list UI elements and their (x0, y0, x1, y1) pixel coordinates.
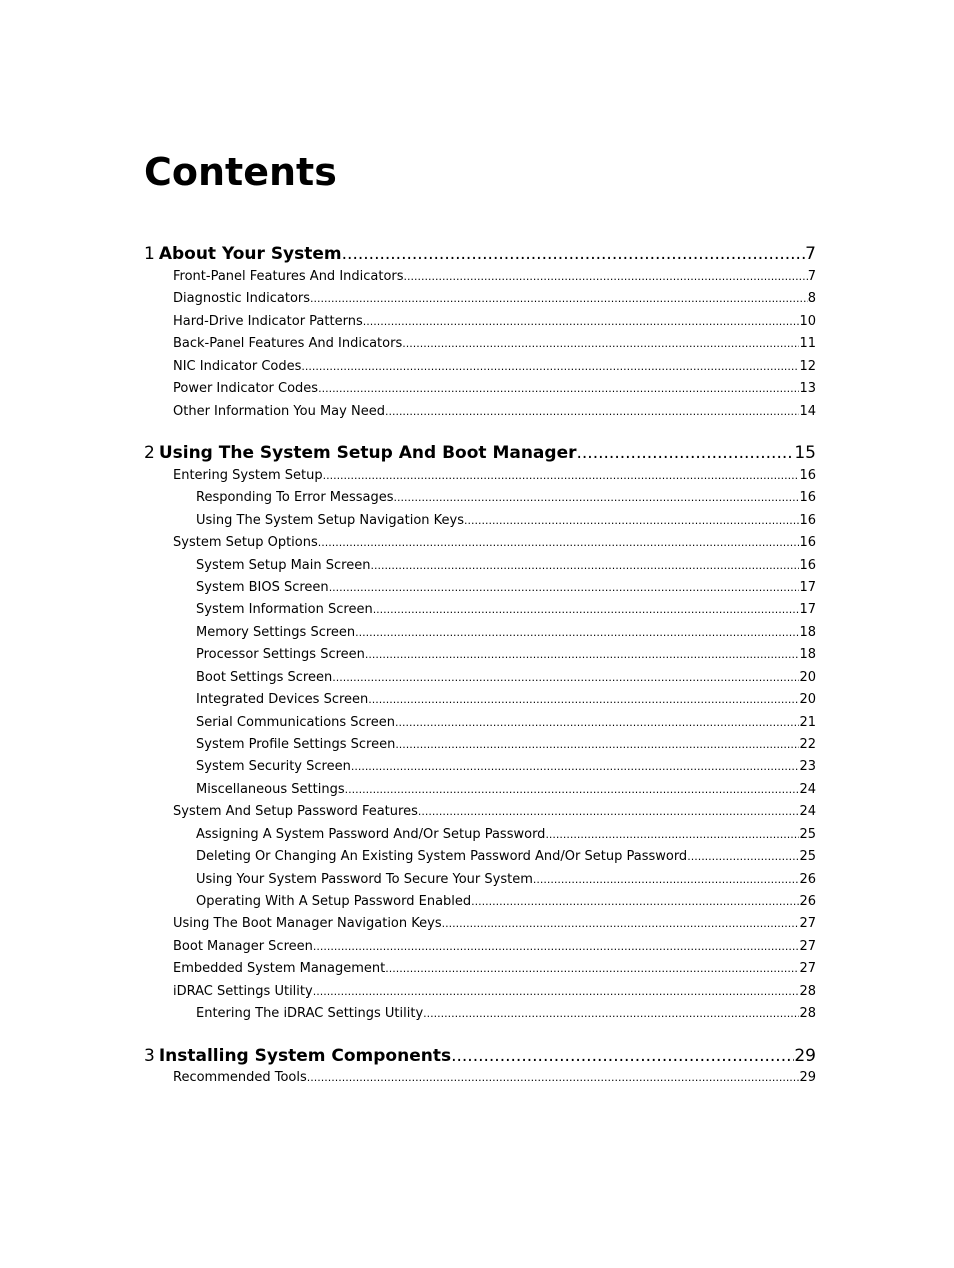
toc-entry-title: Using The Boot Manager Navigation Keys (173, 916, 442, 931)
toc-entry[interactable] (173, 1069, 816, 1087)
toc-page-number: 23 (799, 759, 816, 774)
toc-leader-dots (442, 915, 800, 933)
toc-leader-dots (345, 781, 800, 799)
toc-page-number: 17 (799, 602, 816, 617)
toc-subentry[interactable] (196, 512, 816, 530)
toc-page-number: 8 (807, 291, 816, 306)
toc-entry-title: Assigning A System Password And/Or Setup Password (196, 827, 546, 842)
toc-subentry[interactable] (196, 557, 816, 575)
toc-leader-dots (385, 960, 799, 978)
toc-page-number: 17 (799, 580, 816, 595)
toc-entry-title: System Setup Options (173, 535, 318, 550)
toc-leader-dots (471, 893, 799, 911)
toc-chapter-title: 3 Installing System Components (144, 1046, 452, 1066)
toc-entry[interactable] (173, 358, 816, 376)
toc-entry[interactable] (173, 403, 816, 421)
toc-leader-dots (307, 1069, 800, 1087)
toc-page-number: 16 (799, 535, 816, 550)
toc-subentry[interactable] (196, 489, 816, 507)
toc-subentry[interactable] (196, 691, 816, 709)
toc-leader-dots (394, 489, 800, 507)
toc-subentry[interactable] (196, 736, 816, 754)
toc-page-number: 16 (799, 513, 816, 528)
toc-entry-title: NIC Indicator Codes (173, 359, 302, 374)
toc-leader-dots (301, 358, 799, 376)
toc-entry[interactable] (173, 335, 816, 353)
toc-entry-title: Boot Settings Screen (196, 670, 333, 685)
toc-subentry[interactable] (196, 579, 816, 597)
toc-leader-dots (365, 646, 800, 664)
toc-page-number: 28 (799, 984, 816, 999)
toc-page-number: 27 (799, 939, 816, 954)
toc-page-number: 29 (794, 1046, 816, 1066)
toc-page-number: 27 (799, 961, 816, 976)
toc-entry-title: Other Information You May Need (173, 404, 385, 419)
toc-leader-dots (368, 691, 799, 709)
toc-page-number: 18 (799, 625, 816, 640)
toc-page-number: 21 (799, 715, 816, 730)
toc-entry-title: Back-Panel Features And Indicators (173, 336, 403, 351)
toc-leader-dots (395, 736, 799, 754)
toc-leader-dots (313, 938, 800, 956)
toc-entry-title: Deleting Or Changing An Existing System Password And/Or Setup Password (196, 849, 688, 864)
table-of-contents (144, 0, 816, 1268)
toc-page-number: 26 (799, 872, 816, 887)
toc-entry[interactable] (173, 803, 816, 821)
toc-leader-dots (310, 290, 808, 308)
toc-entry-title: System BIOS Screen (196, 580, 329, 595)
toc-leader-dots (373, 601, 800, 619)
toc-subentry[interactable] (196, 1005, 816, 1023)
toc-entry-title: System Setup Main Screen (196, 558, 371, 573)
toc-page-number: 16 (799, 468, 816, 483)
toc-page-number: 25 (799, 849, 816, 864)
toc-entry-title: Memory Settings Screen (196, 625, 356, 640)
toc-entry-title: Entering System Setup (173, 468, 323, 483)
toc-entry[interactable] (173, 467, 816, 485)
toc-entry[interactable] (173, 313, 816, 331)
toc-chapter-1[interactable] (144, 243, 816, 265)
toc-entry-title: Integrated Devices Screen (196, 692, 369, 707)
toc-entry[interactable] (173, 268, 816, 286)
toc-entry-title: Operating With A Setup Password Enabled (196, 894, 472, 909)
toc-leader-dots (577, 442, 795, 464)
toc-page-number: 13 (799, 381, 816, 396)
toc-entry-title: Boot Manager Screen (173, 939, 313, 954)
toc-leader-dots (404, 268, 808, 286)
toc-subentry[interactable] (196, 646, 816, 664)
toc-page-number: 16 (799, 558, 816, 573)
toc-leader-dots (687, 848, 799, 866)
toc-chapter-title: 2 Using The System Setup And Boot Manager (144, 443, 577, 463)
toc-page-number: 7 (805, 244, 816, 264)
toc-page-number: 10 (799, 314, 816, 329)
toc-entry[interactable] (173, 960, 816, 978)
toc-page-number: 11 (799, 336, 816, 351)
toc-subentry[interactable] (196, 893, 816, 911)
toc-leader-dots (370, 557, 799, 575)
toc-subentry[interactable] (196, 669, 816, 687)
toc-entry-title: Front-Panel Features And Indicators (173, 269, 404, 284)
toc-page-number: 12 (799, 359, 816, 374)
toc-page-number: 28 (799, 1006, 816, 1021)
toc-leader-dots (323, 467, 800, 485)
toc-chapter-title: 1 About Your System (144, 244, 342, 264)
toc-subentry[interactable] (196, 781, 816, 799)
toc-entry-title: System Information Screen (196, 602, 373, 617)
toc-entry-title: System And Setup Password Features (173, 804, 418, 819)
toc-page-number: 22 (799, 737, 816, 752)
toc-entry-title: Using Your System Password To Secure Your System (196, 872, 533, 887)
toc-entry-title: Power Indicator Codes (173, 381, 319, 396)
toc-chapter-2[interactable] (144, 442, 816, 464)
toc-leader-dots (313, 983, 800, 1001)
toc-leader-dots (351, 758, 800, 776)
toc-entry-title: Embedded System Management (173, 961, 386, 976)
toc-chapter-3[interactable] (144, 1045, 816, 1067)
toc-page-number: 18 (799, 647, 816, 662)
toc-entry-title: Hard-Drive Indicator Patterns (173, 314, 363, 329)
toc-entry-title: System Security Screen (196, 759, 351, 774)
toc-entry-title: Miscellaneous Settings (196, 782, 345, 797)
toc-entry[interactable] (173, 915, 816, 933)
toc-leader-dots (545, 826, 799, 844)
toc-page-number: 20 (799, 692, 816, 707)
toc-leader-dots (332, 669, 799, 687)
toc-entry-title: Using The System Setup Navigation Keys (196, 513, 465, 528)
toc-page-number: 29 (799, 1070, 816, 1085)
toc-subentry[interactable] (196, 848, 816, 866)
toc-entry[interactable] (173, 938, 816, 956)
toc-page-number: 24 (799, 804, 816, 819)
toc-entry-title: Serial Communications Screen (196, 715, 395, 730)
toc-leader-dots (318, 380, 799, 398)
toc-subentry[interactable] (196, 601, 816, 619)
toc-page-number: 7 (807, 269, 816, 284)
toc-page-number: 16 (799, 490, 816, 505)
toc-page-number: 20 (799, 670, 816, 685)
toc-entry[interactable] (173, 290, 816, 308)
toc-subentry[interactable] (196, 624, 816, 642)
toc-leader-dots (395, 714, 799, 732)
toc-leader-dots (355, 624, 799, 642)
toc-leader-dots (385, 403, 800, 421)
toc-entry[interactable] (173, 380, 816, 398)
toc-entry-title: iDRAC Settings Utility (173, 984, 313, 999)
toc-entry-title: Recommended Tools (173, 1070, 307, 1085)
toc-leader-dots (363, 313, 800, 331)
toc-page-number: 26 (799, 894, 816, 909)
toc-leader-dots (318, 534, 800, 552)
toc-page-number: 24 (799, 782, 816, 797)
toc-leader-dots (423, 1005, 799, 1023)
toc-entry[interactable] (173, 983, 816, 1001)
toc-entry-title: Processor Settings Screen (196, 647, 365, 662)
toc-subentry[interactable] (196, 714, 816, 732)
toc-page-number: 25 (799, 827, 816, 842)
toc-subentry[interactable] (196, 871, 816, 889)
toc-subentry[interactable] (196, 826, 816, 844)
toc-page-number: 27 (799, 916, 816, 931)
toc-entry-title: System Profile Settings Screen (196, 737, 396, 752)
toc-entry-title: Diagnostic Indicators (173, 291, 311, 306)
toc-subentry[interactable] (196, 758, 816, 776)
toc-entry-title: Responding To Error Messages (196, 490, 394, 505)
toc-leader-dots (533, 871, 800, 889)
page-title: Contents (144, 150, 337, 194)
toc-leader-dots (342, 243, 806, 265)
toc-leader-dots (329, 579, 800, 597)
toc-page-number: 14 (799, 404, 816, 419)
toc-leader-dots (418, 803, 800, 821)
toc-leader-dots (402, 335, 799, 353)
toc-page-number: 15 (794, 443, 816, 463)
toc-entry-title: Entering The iDRAC Settings Utility (196, 1006, 424, 1021)
toc-leader-dots (451, 1045, 794, 1067)
toc-entry[interactable] (173, 534, 816, 552)
toc-leader-dots (464, 512, 799, 530)
